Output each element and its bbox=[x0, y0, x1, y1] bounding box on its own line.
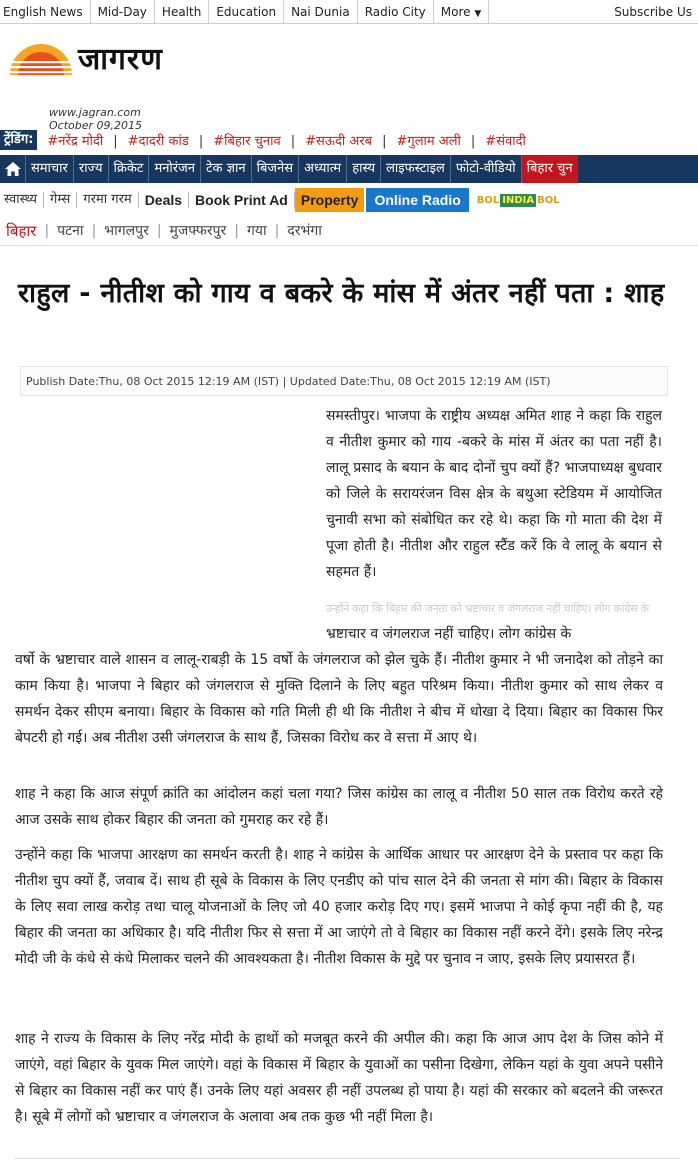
separator: | bbox=[274, 222, 280, 239]
bol-right: BOL bbox=[537, 194, 560, 206]
nav-deals[interactable]: Deals bbox=[139, 192, 189, 208]
secondary-nav bbox=[0, 187, 698, 213]
separator: | bbox=[234, 222, 239, 239]
logo-url[interactable]: www.jagran.com bbox=[49, 106, 141, 119]
bol-left: BOL bbox=[476, 194, 500, 206]
caret-down-icon: ▼ bbox=[474, 8, 482, 19]
separator: | bbox=[44, 222, 50, 239]
city-link[interactable]: दरभंगा bbox=[287, 223, 322, 239]
article-dates: Publish Date:Thu, 08 Oct 2015 12:19 AM (IST) | Updated Date:Thu, 08 Oct 2015 12:19 AM (IST) bbox=[20, 366, 668, 396]
nav-more-dropdown[interactable] bbox=[434, 0, 490, 24]
nav-lifestyle[interactable]: लाइफस्टाइल bbox=[381, 155, 451, 183]
nav-online-radio[interactable]: Online Radio bbox=[366, 188, 468, 212]
article-paragraph-4: शाह ने राज्य के विकास के लिए नरेंद्र मोदी के हाथों को मजबूत करने की अपील की। कहा कि आज आप देश के जिस कोने में जाएंगे, वहां बिहार के युवक मिल जाएंगे। वहां के विकास में बिहार के युवाओं का पसीना दिखेगा, लेकिन यहां के युवा अपने पसीने से बिहार का विकास नहीं कर पाएं हैं। उनके लिए यहां अवसर ही नहीं उपलब्ध हो पाया है। यहां की सरकार को बदलने की जरूरत है। सूबे में लोगों को भ्रष्टाचार व जंगलराज के अलावा अब तक कुछ भी नहीं मिला है। bbox=[15, 1031, 663, 1125]
city-link[interactable]: पटना bbox=[57, 223, 84, 239]
top-utility-nav bbox=[0, 0, 698, 24]
article-intro: समस्तीपुर। भाजपा के राष्ट्रीय अध्यक्ष अमित शाह ने कहा कि राहुल व नीतीश कुमार को गाय -बकरे के मांस में अंतर का पता नहीं है। लालू प्रसाद के बयान के बाद दोनों चुप क्यों हैं? भाजपाध्यक्ष बुधवार को जिले के सरायरंजन विस क्षेत्र के बथुआ स्टेडियम में आयोजित चुनावी सभा को संबोधित कर रहे थे। कहा कि गो माता की देश में पूजा होती है। नीतीश और राहुल स्टैंड करें कि वे लालू के बयान से सहमत हैं। bbox=[326, 408, 662, 580]
city-breadcrumb bbox=[0, 222, 698, 246]
nav-photo-video[interactable]: फोटो-वीडियो bbox=[451, 155, 522, 183]
article-headline: राहुल - नीतीश को गाय व बकरे के मांस में अंतर नहीं पता : शाह bbox=[18, 278, 665, 309]
nav-hasya[interactable]: हास्य bbox=[347, 155, 381, 183]
trending-tag[interactable]: #नरेंद्र मोदी | bbox=[47, 134, 118, 149]
home-icon bbox=[5, 162, 21, 176]
bol-india-bol-logo[interactable] bbox=[477, 194, 560, 207]
separator: | bbox=[156, 222, 162, 239]
nav-property[interactable]: Property bbox=[295, 188, 365, 212]
current-date: October 09,2015 bbox=[49, 119, 143, 132]
nav-business[interactable]: बिजनेस bbox=[252, 155, 299, 183]
masthead bbox=[0, 24, 698, 132]
divider bbox=[14, 1158, 680, 1159]
article-paragraph-3: उन्होंने कहा कि भाजपा आरक्षण का समर्थन करती है। शाह ने कांग्रेस के आर्थिक आधार पर आरक्षण देने के प्रस्ताव पर कहा कि नीतीश चुप क्यों हैं, जवाब दें। साथ ही सूबे के विकास के लिए एनडीए को पांच साल देने की जनता से मांग की। बिहार के विकास के लिए सवा लाख करोड़ तथा चालू योजनाओं के लिए जो 40 हजार करोड़ दिए गए। इसमें भाजपा ने कोई कृपा नहीं की है, यह बिहार की जनता का अधिकार है। यदि नीतीश फिर से सत्ता में आ जाएंगे तो वे बिहार का विकास नहीं करने देंगे। इसके लिए नरेन्द्र मोदी जी के कंधे से कंधे मिलाकर चलने की आवश्यकता है। नीतीश विकास के मुद्दे पर चुनाव न जाए, इसके लिए प्रयासरत हैं। bbox=[15, 847, 663, 967]
nav-garma-garam[interactable]: गरमा गरम bbox=[77, 192, 138, 208]
nav-bihar-chunav[interactable]: बिहार चुन bbox=[522, 155, 578, 183]
nav-cricket[interactable]: क्रिकेट bbox=[109, 155, 150, 183]
home-button[interactable] bbox=[0, 155, 26, 183]
article-paragraph-1-start: भ्रष्टाचार व जंगलराज नहीं चाहिए। लोग कांग्रेस के bbox=[326, 626, 572, 642]
nav-rajya[interactable]: राज्य bbox=[74, 155, 109, 183]
nav-adhyatm[interactable]: अध्यात्म bbox=[299, 155, 347, 183]
nav-samachar[interactable]: समाचार bbox=[26, 155, 74, 183]
logo-wordmark: जागरण bbox=[78, 42, 163, 77]
nav-manoranjan[interactable]: मनोरंजन bbox=[149, 155, 201, 183]
nav-radio-city[interactable]: Radio City bbox=[358, 0, 434, 24]
trending-bar bbox=[0, 128, 698, 152]
nav-mid-day[interactable]: Mid-Day bbox=[91, 0, 155, 24]
nav-tech-gyan[interactable]: टेक ज्ञान bbox=[201, 155, 252, 183]
nav-games[interactable]: गेम्स bbox=[44, 192, 77, 208]
nav-english-news[interactable]: English News bbox=[0, 0, 91, 24]
article-paragraph-1: वर्षो के भ्रष्टाचार वाले शासन व लालू-राबड़ी के 15 वर्षो के जंगलराज को झेल चुके हैं। नीतीश कुमार ने भी जनादेश को तोड़ने का काम किया है। भाजपा ने बिहार को जंगलराज से मुक्ति दिलाने के लिए बहुत परिश्रम किया। नीतीश कुमार को साथ लेकर व समर्थन देकर सीएम बनाया। बिहार के विकास को गति मिली ही थी कि नीतीश ने बीच में धोखा दे दिया। बिहार का विकास फिर बेपटरी हो गई। अब नीतीश उसी जंगलराज के साथ हैं, जिसका विरोध कर वे सत्ता में आए थे। bbox=[15, 652, 663, 746]
faded-line: उन्होंने कहा कि बिहार की जनता को भ्रष्टाचार व जंगलराज नहीं चाहिए। लोग कांग्रेस के bbox=[326, 602, 649, 615]
nav-education[interactable]: Education bbox=[209, 0, 284, 24]
trending-label: ट्रेंडिंग: bbox=[0, 130, 37, 150]
trending-tag[interactable]: #दादरी कांड | bbox=[127, 134, 204, 149]
jagran-logo[interactable] bbox=[8, 41, 163, 77]
sun-logo-icon bbox=[8, 41, 74, 77]
city-link[interactable]: मुजफ्फरपुर bbox=[169, 223, 227, 239]
nav-book-print-ad[interactable]: Book Print Ad bbox=[189, 192, 295, 208]
trending-tag[interactable]: #सऊदी अरब | bbox=[305, 134, 387, 149]
nav-more-label: More bbox=[440, 4, 471, 19]
bol-india: INDIA bbox=[502, 194, 535, 206]
separator: | bbox=[91, 222, 97, 239]
nav-nai-dunia[interactable]: Nai Dunia bbox=[284, 0, 358, 24]
trending-tag[interactable]: #गुलाम अली | bbox=[396, 134, 476, 149]
city-link[interactable]: भागलपुर bbox=[104, 223, 149, 239]
trending-tag[interactable]: #बिहार चुनाव | bbox=[213, 134, 296, 149]
state-link-bihar[interactable]: बिहार bbox=[6, 221, 37, 240]
city-link[interactable]: गया bbox=[246, 223, 267, 239]
article-paragraph-2: शाह ने कहा कि आज संपूर्ण क्रांति का आंदोलन कहां चला गया? जिस कांग्रेस का लालू व नीतीश 50 साल तक विरोध करते रहे आज उसके साथ होकर बिहार की जनता को गुमराह कर रहे हैं। bbox=[15, 786, 663, 828]
nav-health[interactable]: Health bbox=[155, 0, 209, 24]
nav-swasthya[interactable]: स्वास्थ्य bbox=[0, 192, 44, 208]
trending-tag[interactable]: #संवादी bbox=[485, 134, 526, 149]
subscribe-link[interactable]: Subscribe Us bbox=[614, 5, 692, 19]
main-category-nav bbox=[0, 155, 698, 183]
